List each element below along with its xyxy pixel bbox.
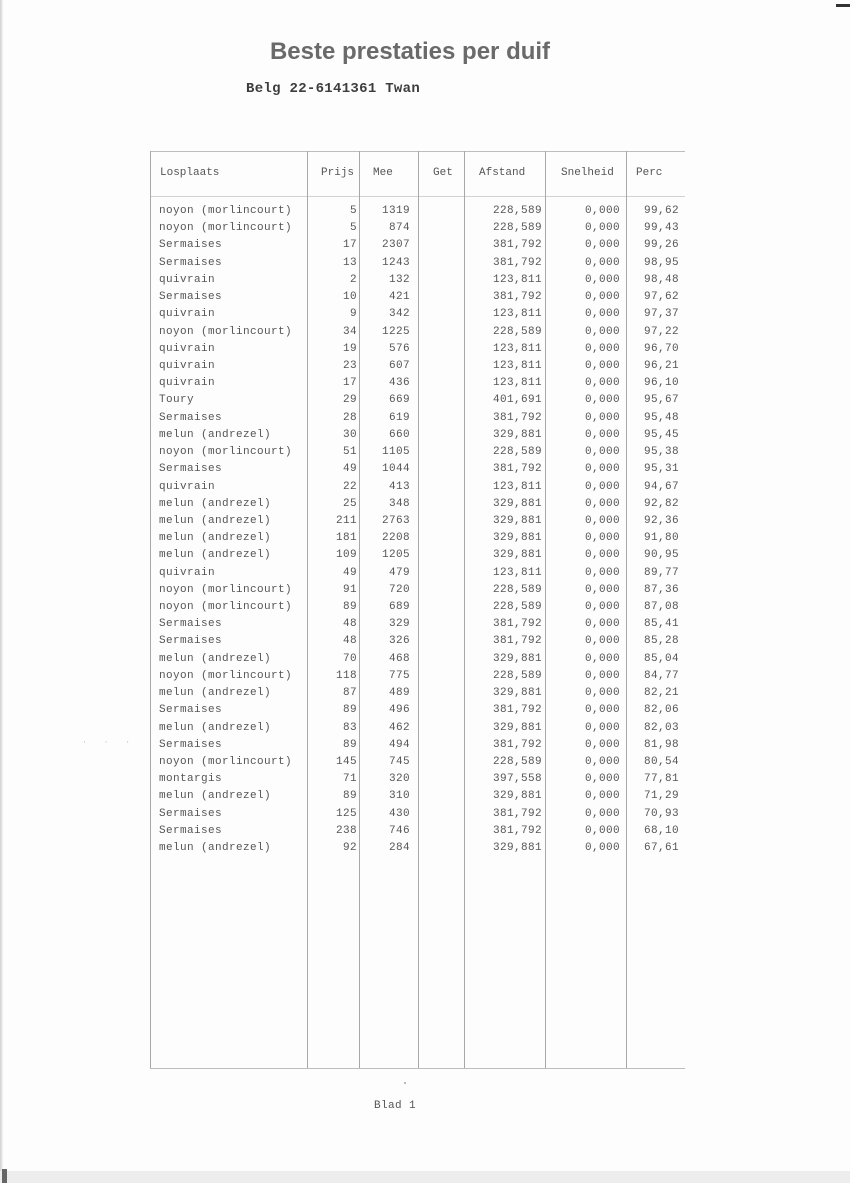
cell-mee: 132 [388,273,410,286]
cell-perc: 85,28 [643,635,679,648]
cell-snelheid: 0,000 [584,497,620,510]
cell-snelheid: 0,000 [584,411,620,424]
cell-afstand: 329,881 [492,532,542,545]
scan-mark [836,4,850,7]
cell-mee: 342 [388,308,410,321]
cell-losplaats: melun (andrezel) [159,652,272,665]
table-row [0,685,850,702]
cell-perc: 71,29 [643,790,679,803]
cell-prijs: 5 [349,205,357,217]
table-row [0,479,850,496]
cell-prijs: 71 [342,773,357,786]
cell-snelheid: 0,000 [584,308,620,321]
cell-losplaats: quivrain [159,342,216,355]
cell-losplaats: Toury [159,394,195,407]
cell-prijs: 2 [349,273,357,286]
cell-perc: 80,54 [643,756,679,768]
cell-snelheid: 0,000 [584,738,620,751]
scan-speck [404,1082,406,1084]
cell-perc: 82,21 [643,687,679,700]
table-row [0,461,850,478]
cell-prijs: 89 [342,601,357,614]
cell-snelheid: 0,000 [584,601,620,614]
cell-snelheid: 0,000 [584,807,620,820]
cell-mee: 1044 [381,463,410,476]
cell-losplaats: melun (andrezel) [159,721,272,734]
cell-snelheid: 0,000 [584,773,620,786]
cell-perc: 92,82 [643,497,679,510]
cell-mee: 462 [388,721,410,734]
cell-mee: 326 [388,635,410,648]
cell-afstand: 381,792 [492,618,542,631]
cell-snelheid: 0,000 [584,790,620,803]
cell-mee: 775 [388,669,410,682]
scan-mark [2,1169,7,1183]
cell-perc: 89,77 [643,566,679,579]
cell-mee: 669 [388,394,410,407]
cell-mee: 2208 [381,532,410,545]
cell-snelheid: 0,000 [584,222,620,235]
cell-perc: 99,26 [643,239,679,252]
cell-snelheid: 0,000 [584,532,620,545]
cell-prijs: 49 [342,566,357,579]
table-row [0,255,850,272]
cell-afstand: 228,589 [492,601,542,614]
page-number: Blad 1 [374,1100,417,1112]
cell-snelheid: 0,000 [584,704,620,717]
cell-afstand: 228,589 [492,756,542,768]
cell-afstand: 228,589 [492,205,542,217]
cell-snelheid: 0,000 [584,256,620,269]
cell-mee: 1205 [381,549,410,562]
cell-perc: 91,80 [643,532,679,545]
table-row [0,754,850,771]
cell-perc: 96,10 [643,377,679,390]
cell-snelheid: 0,000 [584,635,620,648]
cell-losplaats: Sermaises [159,738,223,751]
cell-afstand: 381,792 [492,463,542,476]
cell-afstand: 123,811 [492,377,542,390]
cell-snelheid: 0,000 [584,325,620,338]
cell-mee: 494 [388,738,410,751]
cell-mee: 348 [388,497,410,510]
table-row [0,806,850,823]
table-row [0,668,850,685]
cell-prijs: 89 [342,790,357,803]
cell-snelheid: 0,000 [584,669,620,682]
cell-perc: 90,95 [643,549,679,562]
cell-afstand: 329,881 [492,549,542,562]
cell-snelheid: 0,000 [584,687,620,700]
table-row [0,720,850,737]
cell-afstand: 329,881 [492,721,542,734]
cell-prijs: 70 [342,652,357,665]
cell-snelheid: 0,000 [584,480,620,493]
table-body [0,203,850,857]
cell-losplaats: melun (andrezel) [159,790,272,803]
header-snelheid: Snelheid [561,167,614,179]
cell-prijs: 92 [342,842,357,855]
cell-prijs: 9 [349,308,357,321]
cell-afstand: 123,811 [492,308,542,321]
cell-prijs: 89 [342,704,357,717]
cell-snelheid: 0,000 [584,463,620,476]
cell-perc: 95,31 [643,463,679,476]
cell-prijs: 23 [342,359,357,372]
cell-afstand: 228,589 [492,222,542,235]
cell-snelheid: 0,000 [584,721,620,734]
cell-losplaats: melun (andrezel) [159,842,272,855]
cell-prijs: 49 [342,463,357,476]
cell-prijs: 89 [342,738,357,751]
cell-afstand: 228,589 [492,446,542,459]
cell-prijs: 19 [342,342,357,355]
cell-mee: 413 [388,480,410,493]
table-bottom-border [150,1068,685,1069]
cell-mee: 468 [388,652,410,665]
cell-snelheid: 0,000 [584,273,620,286]
cell-perc: 82,03 [643,721,679,734]
cell-afstand: 123,811 [492,359,542,372]
cell-losplaats: noyon (morlincourt) [159,756,293,768]
cell-mee: 310 [388,790,410,803]
cell-perc: 98,48 [643,273,679,286]
cell-afstand: 329,881 [492,497,542,510]
cell-losplaats: quivrain [159,308,216,321]
cell-perc: 98,95 [643,256,679,269]
cell-perc: 81,98 [643,738,679,751]
table-row [0,220,850,237]
cell-afstand: 123,811 [492,342,542,355]
cell-losplaats: Sermaises [159,239,223,252]
cell-afstand: 381,792 [492,291,542,304]
cell-mee: 2763 [381,514,410,527]
cell-perc: 67,61 [643,842,679,855]
cell-mee: 421 [388,291,410,304]
table-row [0,289,850,306]
cell-prijs: 83 [342,721,357,734]
cell-mee: 1319 [381,205,410,217]
table-row [0,358,850,375]
cell-snelheid: 0,000 [584,359,620,372]
cell-afstand: 329,881 [492,514,542,527]
cell-prijs: 48 [342,635,357,648]
cell-mee: 496 [388,704,410,717]
cell-losplaats: Sermaises [159,618,223,631]
cell-losplaats: melun (andrezel) [159,428,272,441]
cell-perc: 77,81 [643,773,679,786]
table-row [0,306,850,323]
cell-afstand: 228,589 [492,669,542,682]
table-row [0,496,850,513]
cell-losplaats: noyon (morlincourt) [159,205,293,217]
cell-losplaats: noyon (morlincourt) [159,222,293,235]
cell-snelheid: 0,000 [584,652,620,665]
cell-losplaats: melun (andrezel) [159,687,272,700]
cell-mee: 436 [388,377,410,390]
cell-mee: 720 [388,583,410,596]
cell-snelheid: 0,000 [584,756,620,768]
cell-losplaats: Sermaises [159,807,223,820]
cell-mee: 689 [388,601,410,614]
cell-losplaats: Sermaises [159,463,223,476]
cell-snelheid: 0,000 [584,842,620,855]
cell-mee: 1225 [381,325,410,338]
cell-mee: 489 [388,687,410,700]
table-row [0,444,850,461]
cell-snelheid: 0,000 [584,394,620,407]
table-row [0,547,850,564]
cell-mee: 320 [388,773,410,786]
cell-prijs: 145 [335,756,357,768]
cell-perc: 96,70 [643,342,679,355]
header-afstand: Afstand [479,167,526,179]
cell-perc: 85,41 [643,618,679,631]
cell-prijs: 211 [335,514,357,527]
cell-losplaats: Sermaises [159,411,223,424]
table-row [0,341,850,358]
cell-mee: 2307 [381,239,410,252]
cell-losplaats: noyon (morlincourt) [159,583,293,596]
table-row [0,392,850,409]
cell-afstand: 381,792 [492,411,542,424]
table-row [0,582,850,599]
scan-edge [0,1171,850,1183]
cell-losplaats: quivrain [159,377,216,390]
cell-afstand: 397,558 [492,773,542,786]
cell-afstand: 381,792 [492,256,542,269]
table-row [0,771,850,788]
cell-snelheid: 0,000 [584,205,620,217]
cell-losplaats: noyon (morlincourt) [159,669,293,682]
cell-mee: 1105 [381,446,410,459]
table-row [0,375,850,392]
cell-mee: 479 [388,566,410,579]
cell-afstand: 123,811 [492,273,542,286]
cell-snelheid: 0,000 [584,377,620,390]
cell-afstand: 381,792 [492,635,542,648]
cell-afstand: 381,792 [492,704,542,717]
cell-prijs: 87 [342,687,357,700]
cell-mee: 746 [388,824,410,837]
cell-prijs: 29 [342,394,357,407]
cell-snelheid: 0,000 [584,618,620,631]
header-prijs: Prijs [321,167,355,179]
cell-losplaats: Sermaises [159,824,223,837]
cell-prijs: 30 [342,428,357,441]
table-row [0,410,850,427]
cell-mee: 430 [388,807,410,820]
header-mee: Mee [373,167,393,179]
table-row [0,237,850,254]
cell-snelheid: 0,000 [584,342,620,355]
cell-afstand: 329,881 [492,790,542,803]
cell-prijs: 5 [349,222,357,235]
cell-afstand: 329,881 [492,842,542,855]
table-row [0,513,850,530]
cell-perc: 84,77 [643,669,679,682]
cell-losplaats: montargis [159,773,223,786]
table-row [0,599,850,616]
header-perc: Perc [636,167,663,179]
table-row [0,324,850,341]
cell-losplaats: quivrain [159,273,216,286]
cell-afstand: 329,881 [492,687,542,700]
page-title: Beste prestaties per duif [269,38,551,65]
table-row [0,530,850,547]
cell-perc: 97,22 [643,325,679,338]
cell-afstand: 228,589 [492,583,542,596]
cell-perc: 82,06 [643,704,679,717]
cell-afstand: 123,811 [492,566,542,579]
cell-mee: 576 [388,342,410,355]
cell-snelheid: 0,000 [584,583,620,596]
table-row [0,788,850,805]
cell-losplaats: Sermaises [159,704,223,717]
cell-afstand: 329,881 [492,652,542,665]
cell-afstand: 123,811 [492,480,542,493]
cell-snelheid: 0,000 [584,549,620,562]
cell-perc: 87,36 [643,583,679,596]
cell-perc: 95,48 [643,411,679,424]
cell-losplaats: Sermaises [159,291,223,304]
table-row [0,823,850,840]
cell-perc: 97,62 [643,291,679,304]
cell-losplaats: Sermaises [159,256,223,269]
cell-losplaats: noyon (morlincourt) [159,325,293,338]
cell-losplaats: melun (andrezel) [159,514,272,527]
table-row [0,702,850,719]
cell-snelheid: 0,000 [584,514,620,527]
cell-perc: 87,08 [643,601,679,614]
cell-prijs: 238 [335,824,357,837]
cell-mee: 660 [388,428,410,441]
cell-losplaats: noyon (morlincourt) [159,446,293,459]
cell-perc: 85,04 [643,652,679,665]
cell-prijs: 10 [342,291,357,304]
cell-prijs: 13 [342,256,357,269]
cell-perc: 99,43 [643,222,679,235]
table-row [0,633,850,650]
cell-mee: 1243 [381,256,410,269]
cell-mee: 607 [388,359,410,372]
cell-perc: 99,62 [643,205,679,217]
cell-losplaats: melun (andrezel) [159,532,272,545]
cell-afstand: 381,792 [492,807,542,820]
table-row [0,651,850,668]
table-row [0,272,850,289]
cell-mee: 329 [388,618,410,631]
cell-snelheid: 0,000 [584,291,620,304]
cell-mee: 284 [388,842,410,855]
table-row [0,427,850,444]
table-row [0,616,850,633]
cell-prijs: 25 [342,497,357,510]
cell-snelheid: 0,000 [584,824,620,837]
cell-mee: 619 [388,411,410,424]
table-row [0,565,850,582]
cell-prijs: 51 [342,446,357,459]
cell-losplaats: quivrain [159,566,216,579]
cell-perc: 95,45 [643,428,679,441]
cell-perc: 95,67 [643,394,679,407]
cell-prijs: 17 [342,377,357,390]
cell-losplaats: melun (andrezel) [159,497,272,510]
cell-perc: 95,38 [643,446,679,459]
cell-afstand: 329,881 [492,428,542,441]
cell-prijs: 34 [342,325,357,338]
cell-afstand: 401,691 [492,394,542,407]
cell-afstand: 381,792 [492,738,542,751]
cell-mee: 745 [388,756,410,768]
cell-prijs: 22 [342,480,357,493]
cell-losplaats: melun (andrezel) [159,549,272,562]
cell-prijs: 48 [342,618,357,631]
pigeon-id: Belg 22-6141361 Twan [246,81,421,97]
cell-prijs: 91 [342,583,357,596]
table-row [0,840,850,857]
table-row [0,203,850,220]
cell-mee: 874 [388,222,410,235]
cell-snelheid: 0,000 [584,566,620,579]
header-losplaats: Losplaats [160,167,220,179]
cell-prijs: 17 [342,239,357,252]
header-get: Get [433,167,453,179]
cell-losplaats: Sermaises [159,635,223,648]
cell-afstand: 381,792 [492,239,542,252]
cell-prijs: 109 [335,549,357,562]
cell-prijs: 125 [335,807,357,820]
cell-prijs: 181 [335,532,357,545]
cell-afstand: 381,792 [492,824,542,837]
cell-perc: 92,36 [643,514,679,527]
cell-snelheid: 0,000 [584,446,620,459]
cell-perc: 96,21 [643,359,679,372]
cell-perc: 97,37 [643,308,679,321]
cell-perc: 94,67 [643,480,679,493]
cell-prijs: 28 [342,411,357,424]
scan-specks: · · · [82,738,137,747]
cell-snelheid: 0,000 [584,428,620,441]
cell-losplaats: quivrain [159,359,216,372]
cell-prijs: 118 [335,669,357,682]
cell-perc: 70,93 [643,807,679,820]
cell-losplaats: quivrain [159,480,216,493]
cell-perc: 68,10 [643,824,679,837]
cell-afstand: 228,589 [492,325,542,338]
cell-losplaats: noyon (morlincourt) [159,601,293,614]
cell-snelheid: 0,000 [584,239,620,252]
